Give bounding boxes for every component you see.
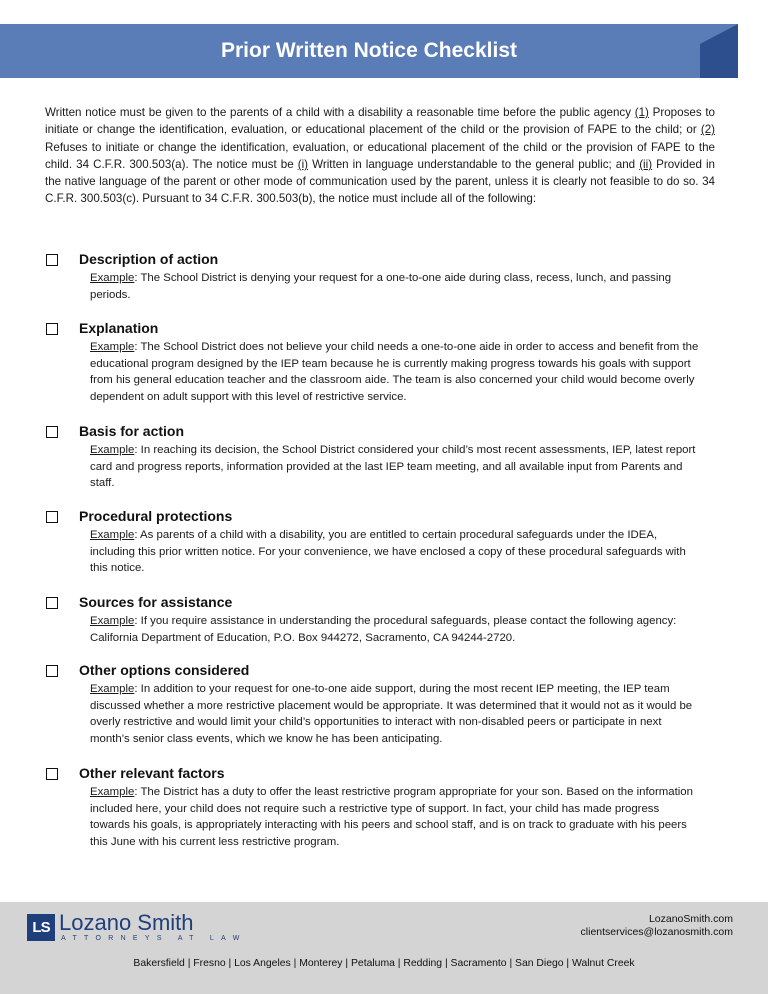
item-example: Example: If you require assistance in understanding the procedural safeguards, please contact the following agency: California Department of Education, P.O. Box 944272, Sacramento, CA 94244-2720. [90, 615, 677, 644]
item-example: Example: The School District is denying your request for a one-to-one aide during class, recess, lunch, and passing periods. [90, 272, 672, 301]
item-title: Explanation [79, 320, 159, 336]
website-link[interactable]: LozanoSmith.com [648, 913, 733, 925]
page-title: Prior Written Notice Checklist [220, 39, 517, 62]
item-title: Other options considered [79, 662, 250, 678]
checkbox[interactable] [46, 511, 58, 523]
item-title: Description of action [79, 251, 219, 267]
item-example: Example: The District has a duty to offer the least restrictive program appropriate for your son. Based on the information included here, your child does not require such a restrictive type of support. In fact, your child has made progress towards his goals, is appropriately interacting with his peers and school staff, and is on track to graduate with his peers this June with his current less restrictive program. [90, 786, 693, 848]
item-example: Example: In addition to your request for one-to-one aide support, during the most recent IEP meeting, the IEP team discussed whether a more restrictive placement would be appropriate. It was determined that it would not as it would be overly restrictive and would limit your child’s opportunities to interact with non-disabled peers or participate in next month’s senior class events, which we know he has been anticipating. [90, 683, 693, 745]
item-example: Example: The School District does not believe your child needs a one-to-one aide in order to access and benefit from the educational program designed by the IEP team because he is currently making progress towards his goals with support from his general education teacher and the classroom aide. The team is also concerned your child would become overly dependent on adult support with this level of restrictive service. [90, 341, 699, 403]
checkbox[interactable] [46, 665, 58, 677]
intro-paragraph: Written notice must be given to the parents of a child with a disability a reasonable time before the public agency (1) Proposes to initiate or change the identification, evaluation, or educational placement of the child or the provision of FAPE to the child; or (2) Refuses to initiate or change the identification, evaluation, or educational placement of the child or the provision of FAPE to the child. 34 C.F.R. 300.503(a). The notice must be (i) Written in language understandable to the general public; and (ii) Provided in the native language of the parent or other mode of communication used by the parent, unless it is clearly not feasible to do so. 34 C.F.R. 300.503(c). Pursuant to 34 C.F.R. 300.503(b), the notice must include all of the following: [45, 106, 716, 206]
checkbox[interactable] [46, 323, 58, 335]
item-title: Procedural protections [79, 508, 233, 524]
item-title: Basis for action [79, 423, 185, 439]
email-link[interactable]: clientservices@lozanosmith.com [580, 926, 733, 938]
logo-tagline: ATTORNEYS AT LAW [61, 935, 247, 942]
item-title: Other relevant factors [79, 765, 225, 781]
checkbox[interactable] [46, 597, 58, 609]
checkbox[interactable] [46, 254, 58, 266]
item-example: Example: As parents of a child with a disability, you are entitled to certain procedural safeguards under the IDEA, including this prior written notice. For your convenience, we have enclosed a copy of these procedural safeguards with this notice. [90, 529, 686, 575]
logo-mark: LS [27, 914, 55, 941]
item-title: Sources for assistance [79, 594, 233, 610]
logo-name: Lozano Smith [59, 910, 194, 935]
item-example: Example: In reaching its decision, the School District considered your child’s most recent assessments, IEP, latest report card and progress reports, information provided at the last IEP team meeting, and all available input from Parents and staff. [90, 444, 696, 490]
checkbox[interactable] [46, 426, 58, 438]
contact-info [581, 913, 733, 939]
checkbox[interactable] [46, 768, 58, 780]
office-locations: Bakersfield | Fresno | Los Angeles | Monterey | Petaluma | Redding | Sacramento | San Diego | Walnut Creek [133, 958, 635, 969]
